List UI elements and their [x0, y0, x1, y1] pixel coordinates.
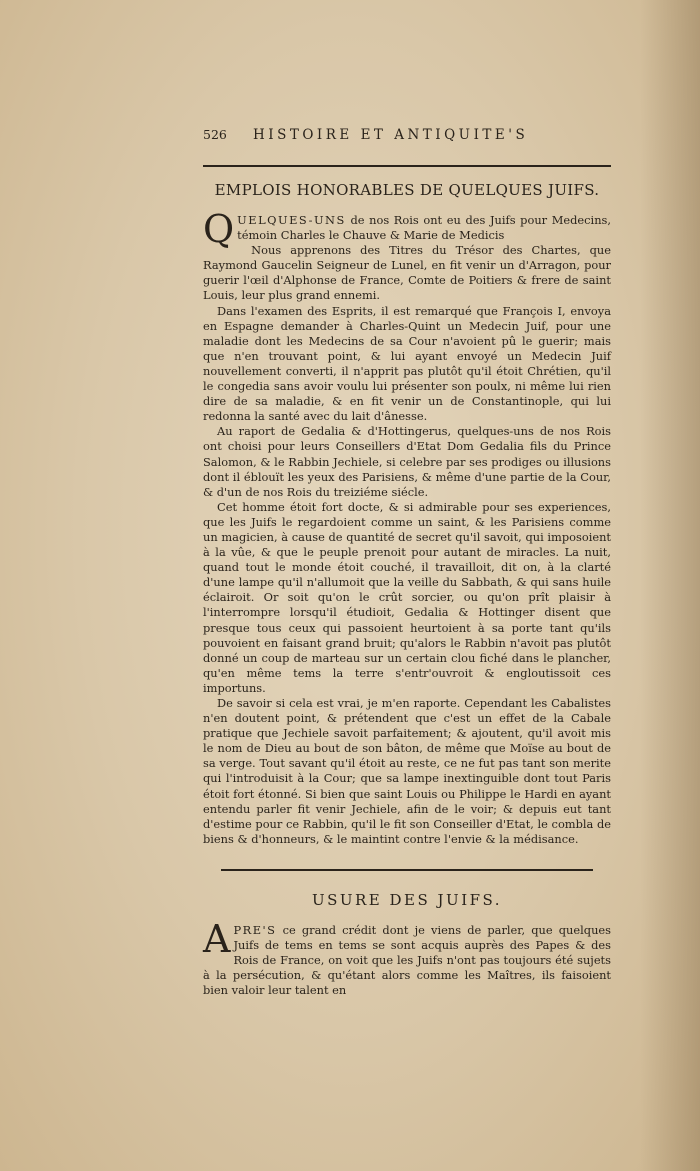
- paragraph: Nous apprenons des Titres du Trésor des Chartes, que Raymond Gaucelin Seigneur de Lunel, en fit venir un d'Arragon, pour guerir l'œil d'Alphonse de France, Comte de Poitiers & frere de saint Louis, leur plus grand ennemi.: [203, 243, 611, 303]
- paragraph: [203, 916, 611, 998]
- running-head: [203, 127, 611, 147]
- section-title-usure: USURE DES JUIFS.: [311, 890, 503, 909]
- paragraph: [203, 207, 611, 251]
- running-title: HISTOIRE ET ANTIQUITE'S: [253, 127, 529, 143]
- header-rule: [203, 165, 611, 167]
- page-number: 526: [203, 127, 227, 142]
- lead-caps: UELQUES-UNS: [237, 213, 346, 227]
- paragraph-text: ce grand crédit dont je viens de parler, que quelques Juifs de tems en tems se sont acquis auprès des Papes & des Rois de France, on voit que les Juifs n'ont pas toujours été sujets à la persécution, & qu'étant alors comme les Maîtres, ils faisoient bien valoir leur talent en: [203, 922, 611, 998]
- section-body-emplois: [203, 207, 611, 847]
- paragraph-text: de nos Rois ont eu des Juifs pour Medecins, témoin Charles le Chauve & Marie de Medicis: [237, 213, 611, 243]
- lead-caps: PRE'S: [233, 922, 277, 937]
- paragraph: Au raport de Gedalia & d'Hottingerus, quelques-uns de nos Rois ont choisi pour leurs Conseillers d'Etat Dom Gedalia fils du Prince Salomon, & le Rabbin Jechiele, si celebre par ses prodiges ou illusions dont il éblouït les yeux des Parisiens, & même d'une partie de la Cour, & d'un de nos Rois du treiziéme siécle.: [203, 424, 611, 499]
- drop-cap: Q: [203, 207, 235, 251]
- section-title-emplois: EMPLOIS HONORABLES DE QUELQUES JUIFS.: [214, 181, 600, 199]
- paragraph: De savoir si cela est vrai, je m'en raporte. Cependant les Cabalistes n'en doutent point, & prétendent que c'est un effet de la Cabale pratique que Jechiele savoit parfaitement; & ajoutent, qu'il avoit mis le nom de Dieu au bout de son bâton, de même que Moïse au bout de sa verge. Tout savant qu'il étoit au reste, ce ne fut pas tant son merite qui l'introduisit à la Cour; que sa lampe inextinguible dont tout Paris étoit fort étonné. Si bien que saint Louis ou Philippe le Hardi en ayant entendu parler fit venir Jechiele, afin de le voir; & depuis eut tant d'estime pour ce Rabbin, qu'il le fit son Conseiller d'Etat, le combla de biens & d'honneurs, & le maintint contre l'envie & la médisance.: [203, 696, 611, 846]
- paragraph: Dans l'examen des Esprits, il est remarqué que François I, envoya en Espagne demander à Charles-Quint un Medecin Juif, pour une maladie dont les Medecins de sa Cour n'avoient pû le guerir; mais que n'en trouvant point, & lui ayant envoyé un Medecin Juif nouvellement converti, il n'apprit pas plutôt qu'il étoit Chrétien, qu'il le congedia sans avoir voulu lui présenter son poulx, ni même lui rien dire de sa maladie, & en fit venir un de Constantinople, qui lui redonna la santé avec du lait d'ânesse.: [203, 303, 611, 424]
- section-body-usure: [203, 916, 611, 998]
- drop-cap: A: [203, 916, 231, 961]
- paragraph: Cet homme étoit fort docte, & si admirable pour ses experiences, que les Juifs le regardoient comme un saint, & les Parisiens comme un magicien, à cause de quantité de secret qu'il savoit, qui imposoient à la vûe, & que le peuple prenoit pour autant de miracles. La nuit, quand tout le monde étoit couché, il travailloit, dit on, à la clarté d'une lampe qu'il n'allumoit que la veille du Sabbath, & qui sans huile éclairoit. Or soit qu'on le crût sorcier, ou qu'on prît plaisir à l'interrompre lorsqu'il étudioit, Gedalia & Hottinger disent que presque tous ceux qui passoient heurtoient à sa porte tant qu'ils pouvoient en faisant grand bruit; qu'alors le Rabbin n'avoit pas plutôt donné un coup de marteau sur un certain clou fiché dans le plancher, qu'en même tems la terre s'entr'ouvroit & engloutissoit ces importuns.: [203, 499, 611, 695]
- section-divider: [221, 869, 593, 871]
- book-page: [203, 127, 611, 998]
- page-edge-shadow: [640, 0, 700, 1171]
